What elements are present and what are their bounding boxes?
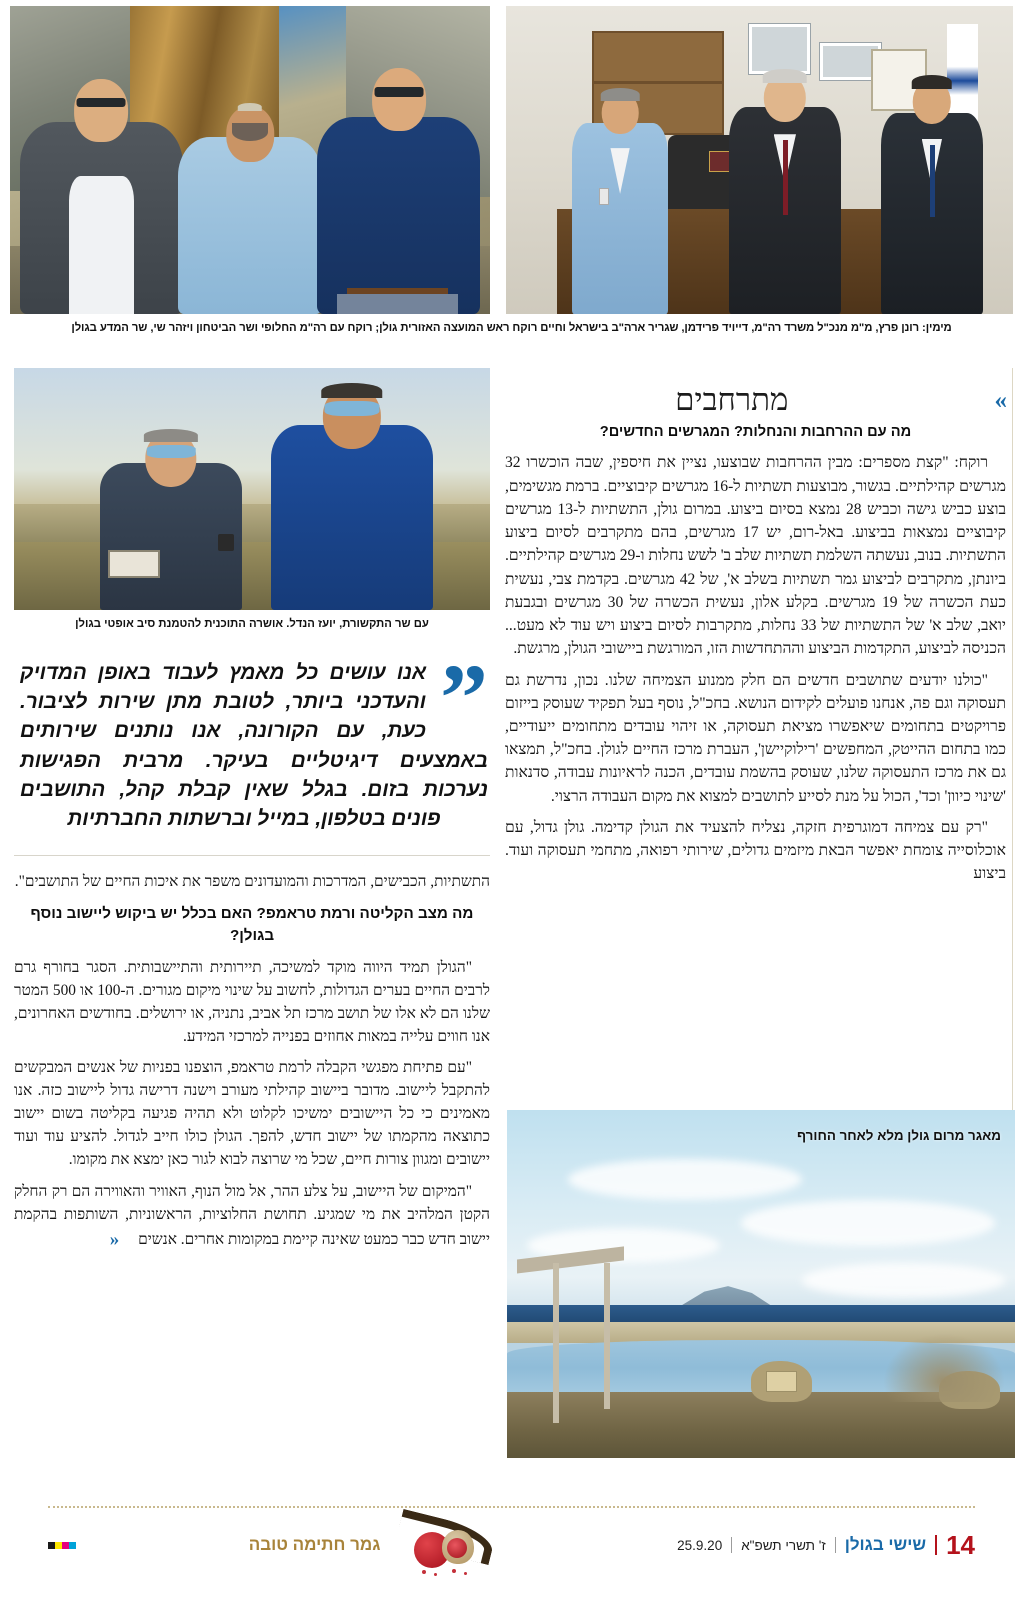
cmyk-registration-marks bbox=[48, 1542, 76, 1549]
photo-office-meeting bbox=[506, 6, 1013, 314]
paragraph-with-end-mark bbox=[14, 1180, 490, 1255]
caption-lake-photo: מאגר מרום גולן מלא לאחר החורף bbox=[797, 1128, 1001, 1143]
divider bbox=[14, 855, 490, 856]
holiday-greeting: גמר חתימה טובה bbox=[248, 1535, 381, 1554]
photo-three-officials-outdoors bbox=[10, 6, 490, 314]
left-column-body bbox=[14, 870, 490, 1254]
footer-masthead bbox=[677, 1532, 975, 1558]
section-title: מתרחבים bbox=[675, 382, 789, 417]
photo-minister-visit-masks bbox=[14, 368, 490, 610]
caption-masks-photo: עם שר התקשורת, יועז הנדל. אושרה התוכנית להטמנת סיב אופטי בגולן bbox=[75, 618, 429, 630]
divider-bar bbox=[731, 1537, 732, 1553]
question-subhead: מה מצב הקליטה ורמת טראמפ? האם בכלל יש ביקוש ליישוב נוסף בגולן? bbox=[30, 904, 474, 944]
footer-greeting-block bbox=[249, 1514, 505, 1576]
chevron-double-icon: » bbox=[994, 386, 1002, 414]
secondary-column bbox=[14, 368, 490, 1458]
section-header bbox=[505, 368, 1006, 420]
divider-bar bbox=[935, 1535, 937, 1555]
photo-merom-golan-reservoir bbox=[507, 1110, 1015, 1458]
pomegranate-shofar-icon bbox=[392, 1514, 504, 1576]
right-column-body bbox=[505, 451, 1006, 885]
continuation-arrow-icon: « bbox=[109, 1228, 117, 1250]
interview-question: מה עם ההרחבות והנחלות? המגרשים החדשים? bbox=[599, 424, 912, 440]
top-photo-row bbox=[0, 0, 1023, 318]
paper-name: שישי בגולן bbox=[844, 1535, 927, 1554]
paragraph: רוקח: "קצת מספרים: מבין ההרחבות שבוצעו, נציין את חיספין, שבה הוכשרו 32 מגרשים קהילתיים. בגשור, מבוצעות תשתיות ל-16 מגרשים קיבוציים. ברמת מגשימים, בוצע כביש גישה וכביש 28 נמצא בסיום ביצוע. במרום גולן, התשתיות ל-13 מגרשים קיבוציים נמצאות בביצוע. באל-רום, יש 17 מגרשים, בהם מתקרבים לסיום ביצוע התשתיות. בנוב, נעשתה השלמת תשתיות שלב ב' לשש נחלות ו-29 מגרשים קהילתיים. ביונתן, מתקרבים לביצוע גמר תשתיות בשלב א', של 42 מגרשים. בקדמת צבי, נעשית כעת הכשרה של 19 מגרשים. בקלע אלון, נעשית הכשרה של 30 מגרשים ובגבעת יואב, שלב א' של התשתיות של 33 נחלות, מתקרבות לסיום ביצוע ויש עוד לא מעט... הכניסה לביצוע, התקדמות הביצוע וההתחדשות הזו, המורגשת ביישובי הגולן, מרגשת. bbox=[505, 454, 1006, 658]
paragraph: "עם פתיחת מפגשי הקבלה לרמת טראמפ, הוצפנו בפניות של אנשים המבקשים להתקבל ליישוב. מדובר ביישוב קהילתי מעורב וישנה דרישה גדול ליישוב כזה. אנו מאמינים כי כל היישובים ימשיכו לקלוט ולא תהיה פגיעה בקליטה בשום יישוב כתוצאה מהקמתו של יישוב חדש, להפך. הגולן כולו חייב לגדול. להציע עוד ועוד יישובים ומגוון צורות חיים, שכל מי שרוצה לבוא לגור כאן ימצא את מקומו. bbox=[14, 1059, 490, 1169]
caption-top-photos: מימין: רונן פרץ, מ"מ מנכ"ל משרד רה"מ, דייויד פרידמן, שגריר ארה"ב בישראל וחיים רוקח ראש המועצה האזורית גולן; רוקח עם רה"מ החלופי ושר הביטחון ויזהר שי, שר המדע בגולן bbox=[71, 322, 952, 334]
pull-quote-text: אנו עושים כל מאמץ לעבוד באופן המדויק והעדכני ביותר, לטובת מתן שירות לציבור. כעת, עם הקורונה, אנו נותנים שירותים באמצעים דיגיטליים בעיקר. מרבית הפגישות נערכות בזום. בגלל שאין קבלת קהל, התושבים פונים בטלפון, במייל וברשתות החברתיות bbox=[20, 661, 488, 831]
paragraph-text: "המיקום של היישוב, על צלע ההר, אל מול הנוף, האוויר והאווירה הם רק החלק הקטן המלהיב את מי שמגיע. תחושת החלוציות, הראשוניות, השותפות בהקמת יישוב חדש כבר כמעט שאינה קיימת במקומות אחרים. אנשים bbox=[14, 1182, 490, 1248]
pull-quote bbox=[16, 644, 488, 833]
paragraph: "רק עם צמיחה דמוגרפית חזקה, נצליח להצעיד את הגולן קדימה. גולן גדול, עם אוכלוסייה צומחת יאפשר הבאת מיזמים גדולים, שירותי רפואה, מתחמי תעסוקה ועוד. ביצוע bbox=[505, 818, 1006, 883]
paragraph: "כולנו יודעים שתושבים חדשים הם חלק ממנוע הצמיחה שלנו. נכון, נדרשת גם תעסוקה וגם פה, אנחנו פועלים לקידום הנושא. בחכ"ל, נוסף בעל תפקיד שעוסק בייזום פרויקטים בתחומים שיאפשרו מציאת תעסוקה, או זיהוי עובדים מתחומים ייעודיים, כמו בתחום ההייטק, המחפשים 'רילוקיישן', העברת מרכז החיים לגולן. בחכ"ל, תמצאו גם את מרכז התעסוקה שלנו, שעוסק בהשמת עובדים, הכנה לראיונות עבודה, סדנאות 'שינוי כיוון' וכד', הכול על מנת לסייע לתושבים למצוא את מקום העבודה הרצוי. bbox=[505, 671, 1006, 805]
date-hebrew: ז' תשרי תשפ"א bbox=[741, 1537, 826, 1553]
page-footer bbox=[0, 1468, 1023, 1600]
paragraph: "הגולן תמיד היווה מוקד למשיכה, תיירותית והתיישבותית. הסגר בחורף גרם לרבים החיים בערים הגדולות, לחשוב על שינוי מיקום מגורים. ה-100 או 500 המטר שלנו הם לא אלו של תושב מרכז תל אביב, נתניה, או ירושלים. בחודשים האחרונים, אנו חווים עלייה במאות אחוזים בפנייה למרכזי המידע. bbox=[14, 958, 490, 1045]
divider-bar bbox=[835, 1537, 836, 1553]
date-numeric: 25.9.20 bbox=[677, 1537, 723, 1553]
paragraph: התשתיות, הכבישים, המדרכות והמועדונים משפר את איכות החיים של התושבים". bbox=[14, 873, 490, 891]
page-number: 14 bbox=[946, 1530, 975, 1560]
quote-mark-icon: ” bbox=[440, 644, 484, 751]
footer-divider bbox=[48, 1506, 975, 1508]
